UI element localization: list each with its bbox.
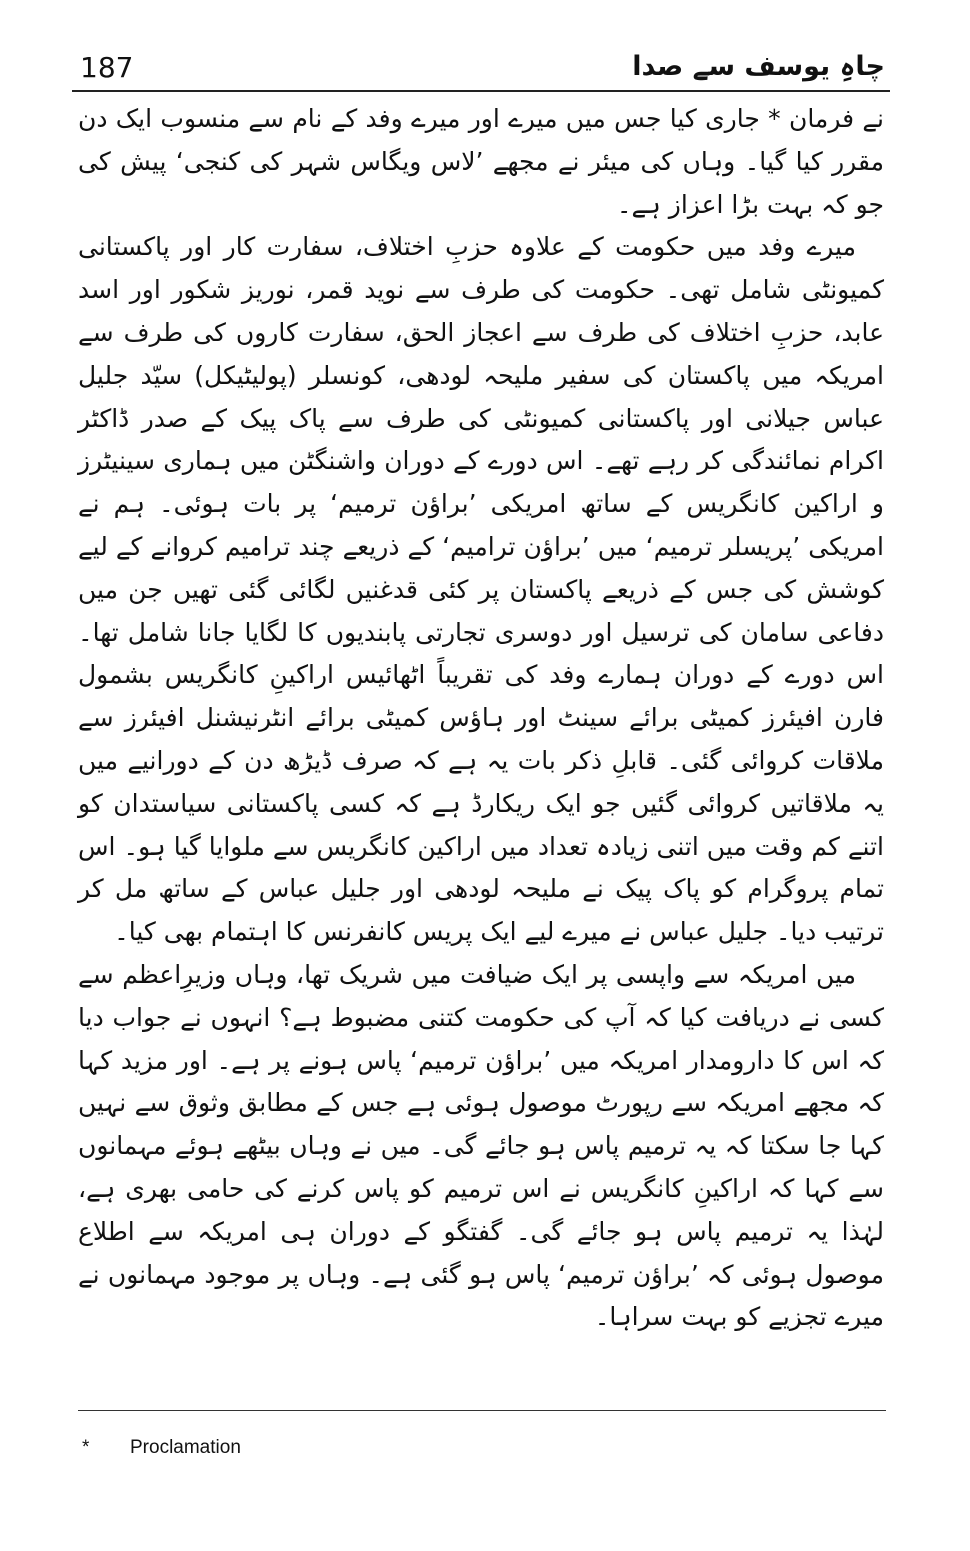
running-title: چاہِ یوسف سے صدا [632,51,885,82]
paragraph-3: میں امریکہ سے واپسی پر ایک ضیافت میں شریک تھا، وہاں وزیرِاعظم سے کسی نے دریافت کیا کہ آپ کی حکومت کتنی مضبوط ہے؟ انہوں نے جواب دیا کہ اس کا دارومدار امریکہ میں ’براؤن ترمیم‘ پاس ہونے پر ہے۔ اور مزید کہا کہ مجھے امریکہ سے رپورٹ موصول ہوئی ہے جس کے مطابق وثوق سے نہیں کہا جا سکتا کہ یہ ترمیم پاس ہو جائے گی۔ میں نے وہاں بیٹھے ہوئے مہمانوں سے کہا کہ اراکینِ کانگریس نے اس ترمیم کو پاس کرنے کی حامی بھری ہے، لہٰذا یہ ترمیم پاس ہو جائے گی۔ گفتگو کے دوران ہی امریکہ سے اطلاع موصول ہوئی کہ ’براؤن ترمیم‘ پاس ہو گئی ہے۔ وہاں پر موجود مہمانوں نے میرے تجزیے کو بہت سراہا۔ [78,959,884,1332]
paragraph-2: میرے وفد میں حکومت کے علاوہ حزبِ اختلاف، سفارت کار اور پاکستانی کمیونٹی شامل تھی۔ حکومت کی طرف سے نوید قمر، نوریز شکور اور اسد عابد، حزبِ اختلاف کی طرف سے اعجاز الحق، سفارت کاروں کی طرف سے امریکہ میں پاکستان کی سفیر ملیحہ لودھی، کونسلر (پولیٹیکل) سیّد جلیل عباس جیلانی اور پاکستانی کمیونٹی کی طرف سے پاک پیک کے صدر ڈاکٹر اکرام نمائندگی کر رہے تھے۔ اس دورے کے دوران واشنگٹن میں ہماری سینیٹرز و اراکین کانگریس کے ساتھ امریکی ’براؤن ترمیم‘ پر بات ہوئی۔ ہم نے امریکی ’پریسلر ترمیم‘ میں ’براؤن ترامیم‘ کے ذریعے چند ترامیم کروانے کے لیے کوشش کی جس کے ذریعے پاکستان پر کئی قدغنیں لگائی گئی تھیں جن میں دفاعی سامان کی ترسیل اور دوسری تجارتی پابندیوں کا لگایا جانا شامل تھا۔ اس دورے کے دوران ہمارے وفد کی تقریباً اٹھائیس اراکینِ کانگریس بشمول فارن افیئرز کمیٹی برائے سینٹ اور ہاؤس کمیٹی برائے انٹرنیشنل افیئرز سے ملاقات کروائی گئی۔ قابلِ ذکر بات یہ ہے کہ صرف ڈیڑھ دن کے دورانیے میں یہ ملاقاتیں کروائی گئیں جو ایک ریکارڈ ہے کہ کسی پاکستانی سیاستدان کو اتنے کم وقت میں اتنی زیادہ تعداد میں اراکین کانگریس سے ملوایا گیا ہو۔ اس تمام پروگرام کو پاک پیک نے ملیحہ لودھی اور جلیل عباس کے ساتھ مل کر ترتیب دیا۔ جلیل عباس نے میرے لیے ایک پریس کانفرنس کا اہتمام بھی کیا۔ [78,232,884,947]
header-divider [72,90,890,92]
paragraph-1: نے فرمان * جاری کیا جس میں میرے اور میرے وفد کے نام سے منسوب ایک دن مقرر کیا گیا۔ وہاں کی میئر نے مجھے ’لاس ویگاس شہر کی کنجی‘ پیش کی جو کہ بہت بڑا اعزاز ہے۔ [78,104,884,219]
page-number: 187 [80,51,134,84]
footnote-marker: * [82,1437,90,1458]
footnote-divider [78,1410,886,1411]
footnote [82,1436,682,1460]
footnote-text: Proclamation [130,1437,241,1458]
body-text [78,98,884,1339]
page-header [70,40,890,90]
